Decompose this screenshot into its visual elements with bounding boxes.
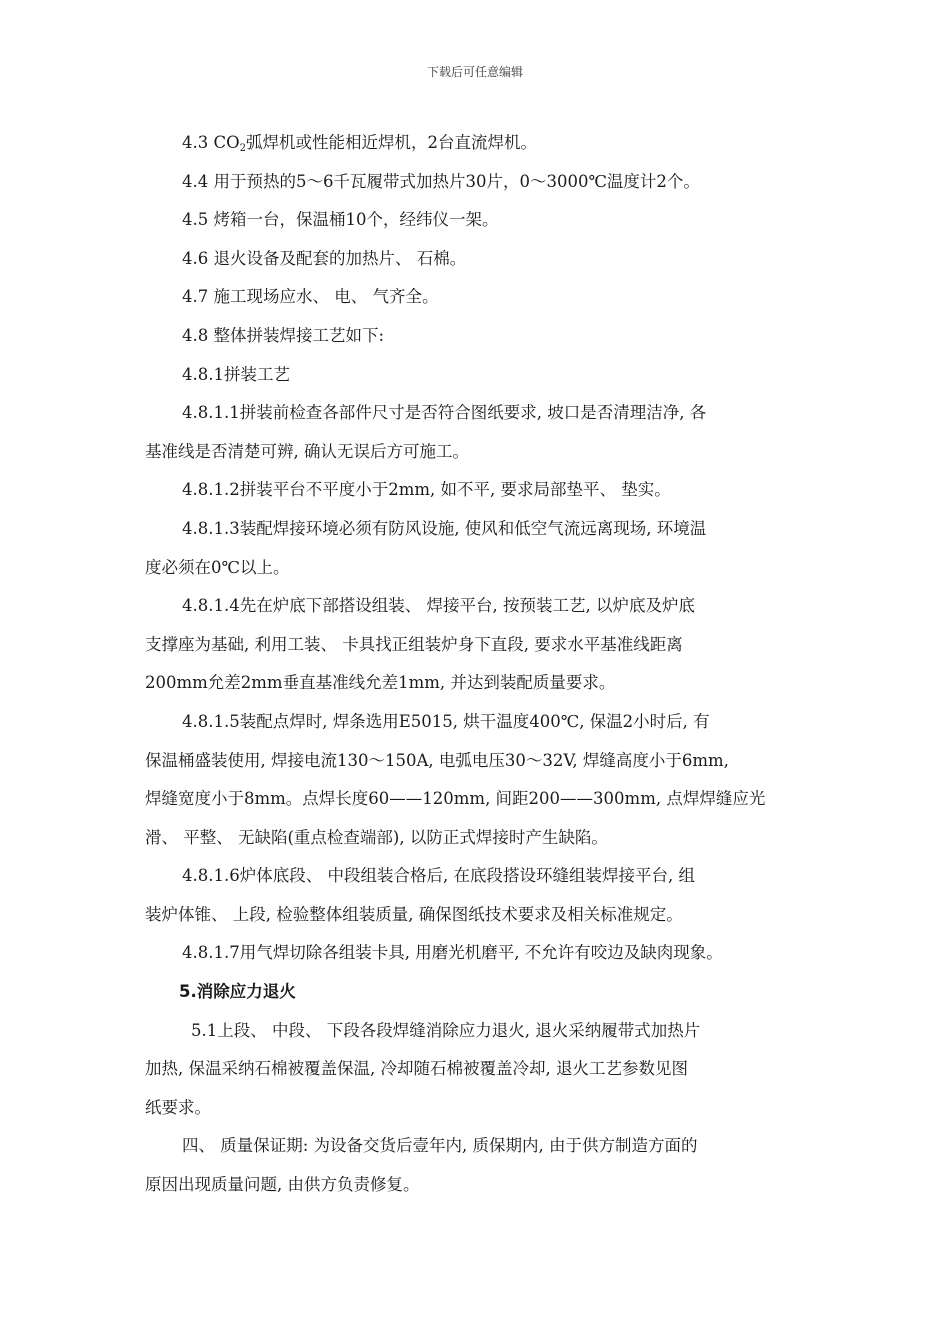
paragraph-4-8-1-5-line1: 4.8.1.5装配点焊时, 焊条选用E5015, 烘干温度400℃, 保温2小时后, 有	[182, 711, 710, 731]
paragraph-4-8-1-1-line2: 基准线是否清楚可辨, 确认无误后方可施工。	[145, 441, 469, 461]
paragraph-4-8-1-1-line1: 4.8.1.1拼装前检查各部件尺寸是否符合图纸要求, 坡口是否清理洁净, 各	[182, 403, 707, 423]
section-heading-5: 5.消除应力退火	[179, 982, 296, 1002]
paragraph-4-8-1-7: 4.8.1.7用气焊切除各组装卡具, 用磨光机磨平, 不允许有咬边及缺肉现象。	[182, 943, 723, 963]
paragraph-4-8-1-5-line3: 焊缝宽度小于8mm。点焊长度60——120mm, 间距200——300mm, 点焊焊缝应光	[145, 789, 766, 809]
co2-prefix: 4.3 CO	[182, 133, 240, 152]
paragraph-4-8-1-6-line2: 装炉体锥、 上段, 检验整体组装质量, 确保图纸技术要求及相关标准规定。	[145, 904, 683, 924]
paragraph-warranty-line1: 四、 质量保证期: 为设备交货后壹年内, 质保期内, 由于供方制造方面的	[182, 1136, 698, 1156]
paragraph-5-1-line1: 5.1上段、 中段、 下段各段焊缝消除应力退火, 退火采纳履带式加热片	[191, 1020, 701, 1040]
paragraph-4-8-1-5-line4: 滑、 平整、 无缺陷(重点检查端部), 以防正式焊接时产生缺陷。	[145, 827, 608, 847]
paragraph-4-8-1-4-line3: 200mm允差2mm垂直基准线允差1mm, 并达到装配质量要求。	[145, 673, 616, 693]
paragraph-4-6: 4.6 退火设备及配套的加热片、 石棉。	[182, 248, 467, 268]
page-header: 下载后可任意编辑	[426, 65, 523, 79]
paragraph-4-8-1-2: 4.8.1.2拼装平台不平度小于2mm, 如不平, 要求局部垫平、 垫实。	[182, 480, 671, 500]
paragraph-4-8-1-4-line1: 4.8.1.4先在炉底下部搭设组装、 焊接平台, 按预装工艺, 以炉底及炉底	[182, 596, 695, 616]
paragraph-4-8-1-3-line1: 4.8.1.3装配焊接环境必须有防风设施, 使风和低空气流远离现场, 环境温	[182, 518, 707, 538]
co2-suffix: 弧焊机或性能相近焊机，2台直流焊机。	[246, 133, 538, 152]
paragraph-4-5: 4.5 烤箱一台，保温桶10个，经纬仪一架。	[182, 210, 499, 230]
paragraph-4-7: 4.7 施工现场应水、 电、 气齐全。	[182, 287, 439, 307]
paragraph-5-1-line2: 加热, 保温采纳石棉被覆盖保温, 冷却随石棉被覆盖冷却, 退火工艺参数见图	[145, 1059, 688, 1079]
paragraph-warranty-line2: 原因出现质量问题, 由供方负责修复。	[145, 1175, 420, 1195]
paragraph-4-8-1-5-line2: 保温桶盛装使用, 焊接电流130～150A, 电弧电压30～32V, 焊缝高度小于6mm,	[145, 750, 729, 770]
paragraph-4-3	[145, 124, 825, 163]
paragraph-4-8-1-6-line1: 4.8.1.6炉体底段、 中段组装合格后, 在底段搭设环缝组装焊接平台, 组	[182, 866, 695, 886]
paragraph-4-8-1-4-line2: 支撑座为基础, 利用工装、 卡具找正组装炉身下直段, 要求水平基准线距离	[145, 634, 683, 654]
paragraph-5-1-line3: 纸要求。	[145, 1097, 211, 1117]
paragraph-4-8-1-3-line2: 度必须在0℃以上。	[145, 557, 290, 577]
paragraph-4-8-1: 4.8.1拼装工艺	[182, 364, 290, 384]
document-body	[145, 124, 825, 1205]
paragraph-4-8: 4.8 整体拼装焊接工艺如下:	[182, 325, 385, 345]
paragraph-4-4: 4.4 用于预热的5～6千瓦履带式加热片30片，0～3000℃温度计2个。	[182, 171, 700, 191]
co2-subscript: 2	[239, 143, 247, 154]
